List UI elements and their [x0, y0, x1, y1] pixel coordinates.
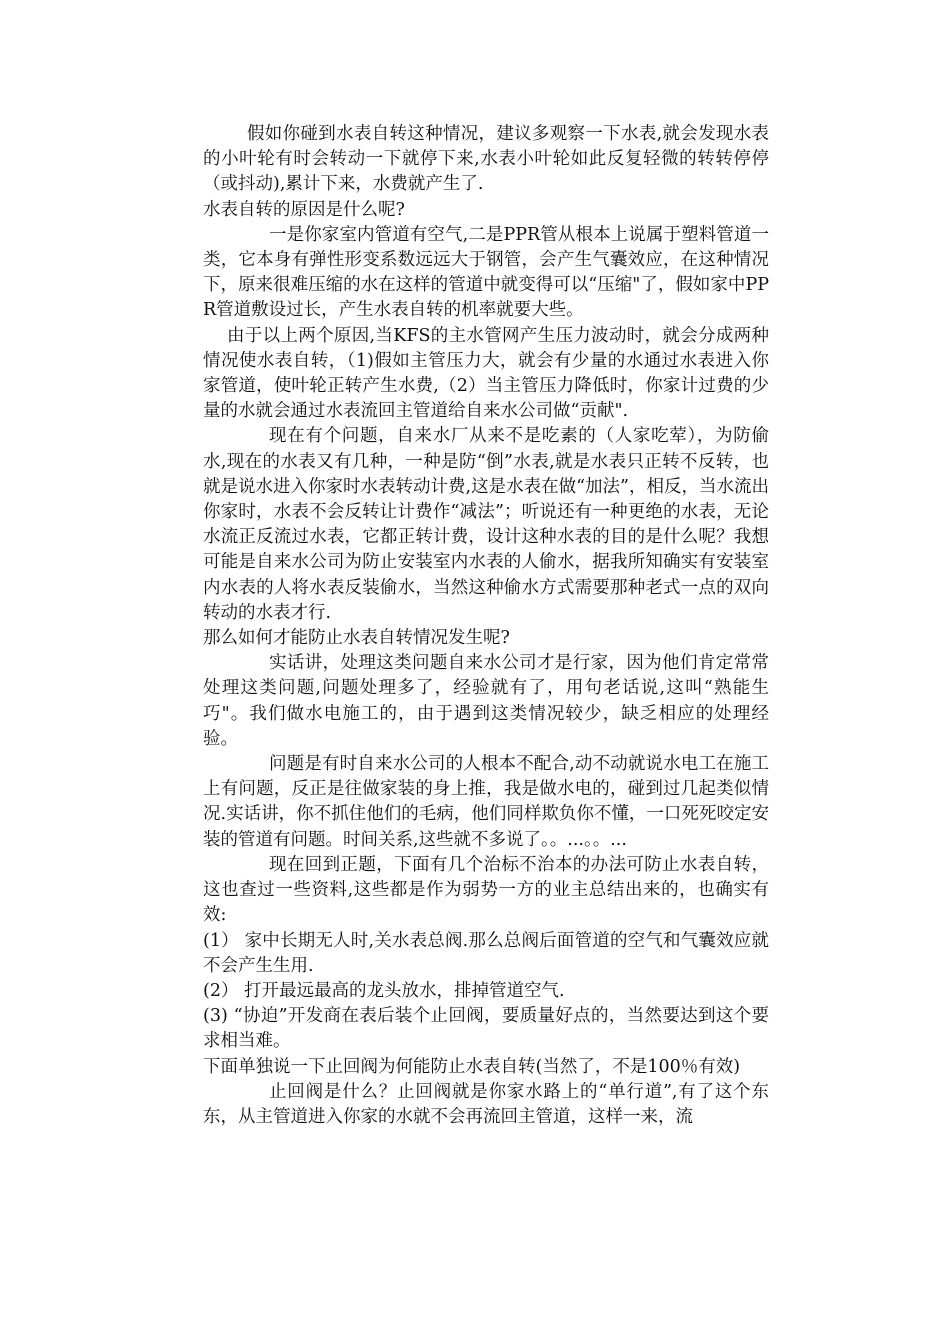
list-item-1: (1） 家中长期无人时,关水表总阀.那么总阀后面管道的空气和气囊效应就不会产生生用.: [203, 930, 769, 976]
question-prevention: 那么如何才能防止水表自转情况发生呢?: [203, 628, 510, 649]
paragraph-check-valve: 止回阀是什么？止回阀就是你家水路上的“单行道”,有了这个东东，从主管道进入你家的水就不会再流回主管道，这样一来，流: [203, 1081, 769, 1127]
paragraph-back-to-topic: 现在回到正题，下面有几个治标不治本的办法可防止水表自转，这也查过一些资料,这些都是作为弱势一方的业主总结出来的，也确实有效:: [203, 854, 769, 926]
paragraph-experience: 实话讲，处理这类问题自来水公司才是行家，因为他们肯定常常处理这类问题,问题处理多了，经验就有了，用句老话说,这叫“熟能生巧"。我们做水电施工的，由于遇到这类情况较少，缺乏相应的处理经验。: [203, 653, 769, 749]
list-item-2: (2） 打开最远最高的龙头放水，排掉管道空气.: [203, 980, 565, 1001]
question-cause: 水表自转的原因是什么呢?: [203, 199, 405, 220]
paragraph-cooperation: 问题是有时自来水公司的人根本不配合,动不动就说水电工在施工上有问题，反正是往做家装的身上推，我是做水电的，碰到过几起类似情况.实话讲，你不抓住他们的毛病，他们同样欺负你不懂，一口死死咬定安装的管道有问题。时间关系,这些就不多说了。。...。。...: [203, 754, 769, 850]
paragraph-cause-air-ppr: 一是你家室内管道有空气,二是PPR管从根本上说属于塑料管道一类，它本身有弹性形变系数远远大于钢管，会产生气囊效应，在这种情况下，原来很难压缩的水在这样的管道中就变得可以“压缩"了，假如家中PPR管道敷设过长，产生水表自转的机率就要大些。: [203, 224, 769, 321]
paragraph-pressure-fluctuation: 由于以上两个原因,当KFS的主水管网产生压力波动时，就会分成两种情况使水表自转，（1)假如主管压力大，就会有少量的水通过水表进入你家管道，使叶轮正转产生水费,（2）当主管压力降低时，你家计过费的少量的水就会通过水表流回主管道给自来水公司做“贡献".: [203, 325, 769, 422]
paragraph-check-valve-intro: 下面单独说一下止回阀为何能防止水表自转(当然了，不是100％有效): [203, 1056, 741, 1077]
document-body: [203, 122, 769, 1130]
paragraph-meter-types: 现在有个问题，自来水厂从来不是吃素的（人家吃荤），为防偷水,现在的水表又有几种，一种是防“倒”水表,就是水表只正转不反转，也就是说水进入你家时水表转动计费,这是水表在做“加法”，相反，当水流出你家时，水表不会反转让计费作“减法”；听说还有一种更绝的水表，无论水流正反流过水表，它都正转计费，设计这种水表的目的是什么呢？我想可能是自来水公司为防止安装室内水表的人偷水，据我所知确实有安装室内水表的人将水表反装偷水，当然这种偷水方式需要那种老式一点的双向转动的水表才行.: [203, 426, 769, 623]
list-item-3: (3) “协迫”开发商在表后装个止回阀，要质量好点的，当然要达到这个要求相当难。: [203, 1006, 769, 1052]
paragraph-intro: 假如你碰到水表自转这种情况，建议多观察一下水表,就会发现水表的小叶轮有时会转动一下就停下来,水表小叶轮如此反复轻微的转转停停（或抖动),累计下来，水费就产生了.: [203, 124, 769, 195]
